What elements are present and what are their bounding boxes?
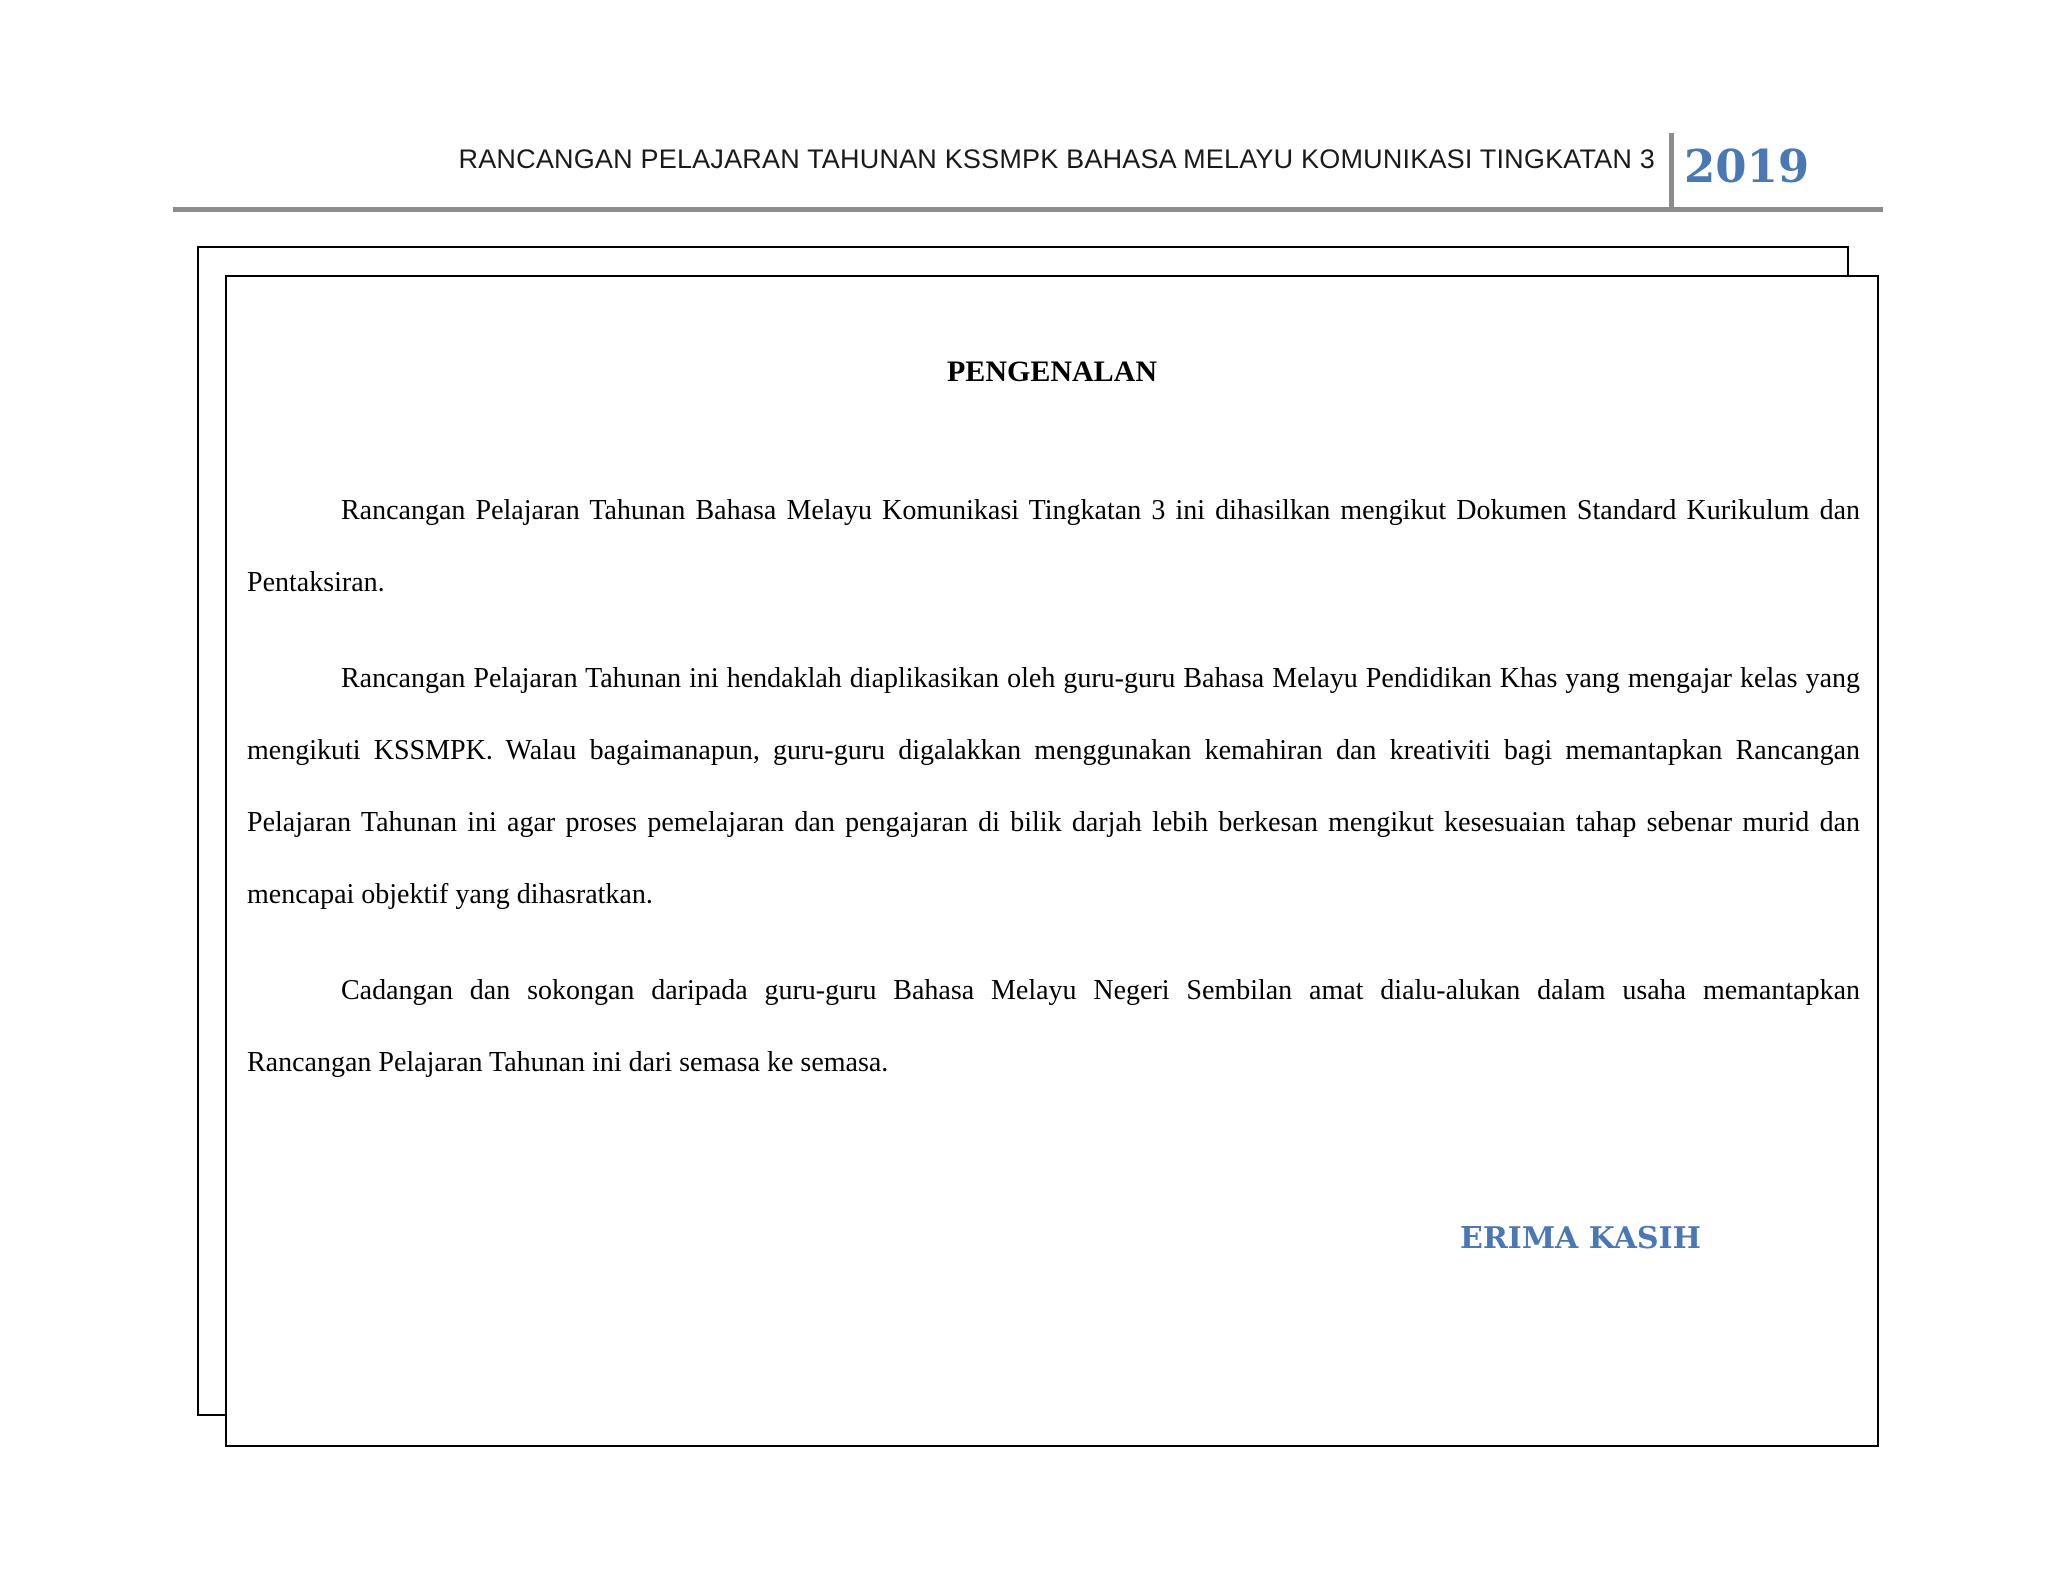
document-header-title: RANCANGAN PELAJARAN TAHUNAN KSSMPK BAHASA MELAYU KOMUNIKASI TINGKATAN 3 bbox=[458, 144, 1655, 174]
header-rule bbox=[173, 207, 1883, 212]
signature-text: ERIMA KASIH bbox=[1460, 1221, 1701, 1256]
paragraph-feedback: Cadangan dan sokongan daripada guru-guru Bahasa Melayu Negeri Sembilan amat dialu-alukan dalam usaha memantapkan Rancangan Pelajaran Tahunan ini dari semasa ke semasa. bbox=[247, 975, 1860, 1078]
content-frame bbox=[225, 275, 1879, 1447]
section-heading: PENGENALAN bbox=[946, 355, 1157, 388]
paragraph-intro: Rancangan Pelajaran Tahunan Bahasa Melayu Komunikasi Tingkatan 3 ini dihasilkan mengikut Dokumen Standard Kurikulum dan Pentaksiran. bbox=[247, 495, 1860, 598]
paragraph-usage: Rancangan Pelajaran Tahunan ini hendaklah diaplikasikan oleh guru-guru Bahasa Melayu Pendidikan Khas yang mengajar kelas yang mengikuti KSSMPK. Walau bagaimanapun, guru-guru digalakkan menggunakan kemahiran dan kreativiti bagi memantapkan Rancangan Pelajaran Tahunan ini agar proses pemelajaran dan pengajaran di bilik darjah lebih berkesan mengikut kesesuaian tahap sebenar murid dan mencapai objektif yang dihasratkan. bbox=[247, 663, 1860, 910]
header-separator bbox=[1669, 133, 1674, 209]
document-year: 2019 bbox=[1684, 140, 1810, 193]
body-text bbox=[247, 475, 1860, 1123]
